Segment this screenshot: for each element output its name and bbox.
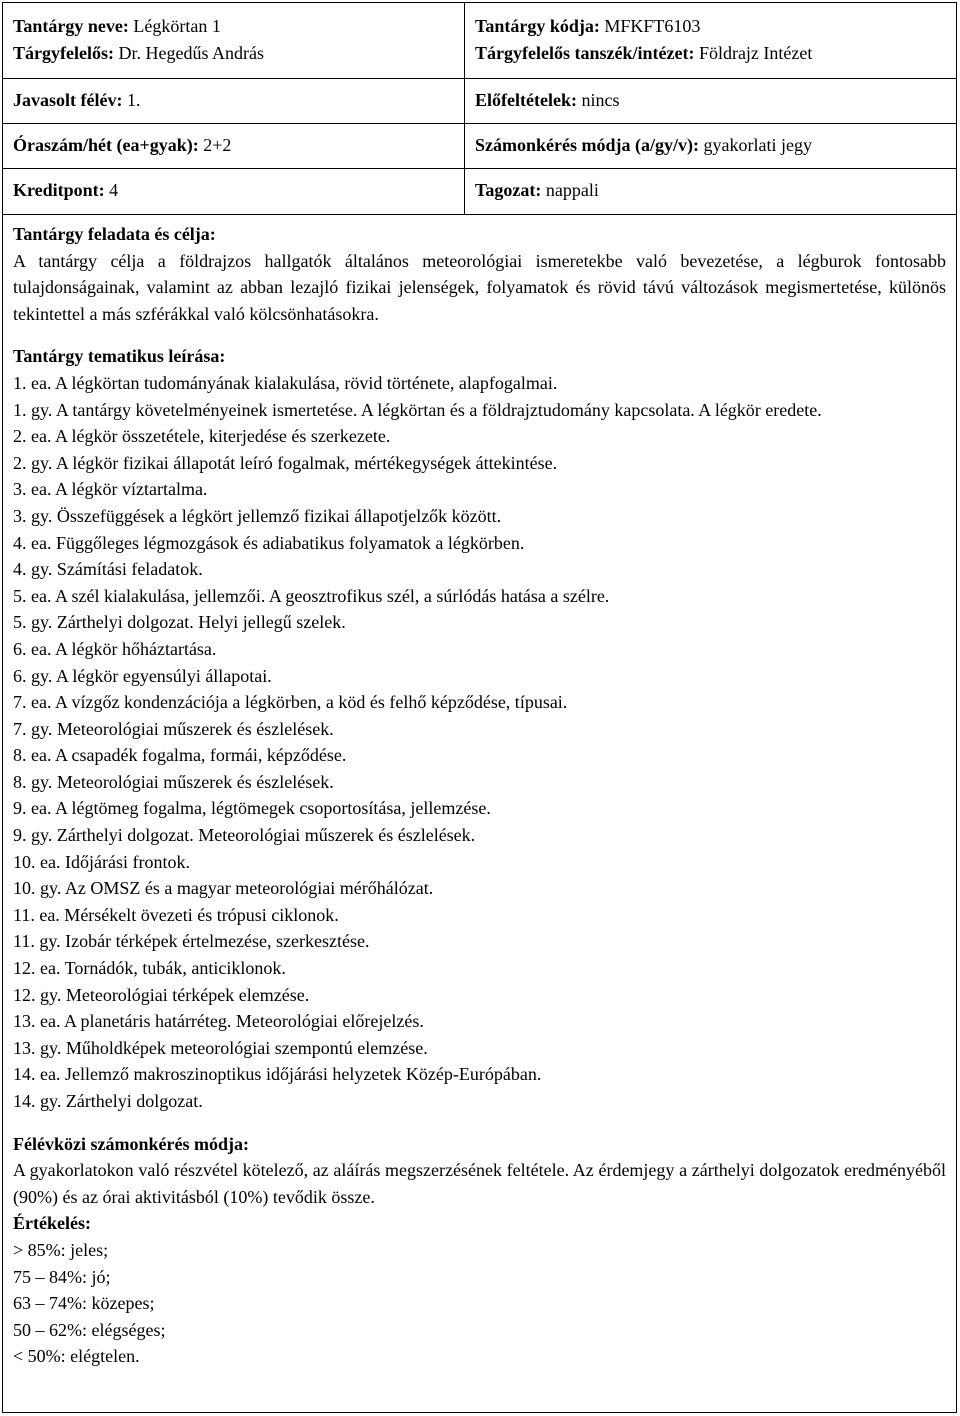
assessment-heading: Félévközi számonkérés módja: — [13, 1133, 249, 1154]
course-code-cell — [465, 3, 956, 79]
prerequisite-label: Előfeltételek: — [475, 90, 577, 110]
grading-heading: Értékelés: — [13, 1213, 91, 1234]
semester-label: Javasolt félév: — [13, 90, 123, 110]
topic-item: 5. ea. A szél kialakulása, jellemzői. A geosztrofikus szél, a súrlódás hatása a szélre. — [13, 585, 610, 606]
topic-item: 4. ea. Függőleges légmozgások és adiabatikus folyamatok a légkörben. — [13, 532, 525, 553]
prerequisite-cell — [465, 79, 956, 124]
credit-label: Kreditpont: — [13, 180, 105, 200]
topic-item: 7. gy. Meteorológiai műszerek és észlelések. — [13, 718, 334, 739]
course-name-label: Tantárgy neve: — [13, 16, 129, 36]
goal-text: A tantárgy célja a földrajzos hallgatók általános meteorológiai ismeretekbe való bevezetése, a légburok fontosabb tulajdonságainak, valamint az abban lezajló fizikai jelenségek, folyamatok és rövid távú változások megismertetése, különös tekintettel a más szférákkal való kölcsönhatásokra. — [13, 250, 946, 324]
credit-cell — [3, 169, 465, 214]
topic-item: 8. gy. Meteorológiai műszerek és észlelések. — [13, 771, 334, 792]
track-value: nappali — [545, 180, 599, 200]
grade-item: < 50%: elégtelen. — [13, 1346, 140, 1367]
hours-value: 2+2 — [203, 135, 232, 155]
department-value: Földrajz Intézet — [698, 42, 813, 63]
track-label: Tagozat: — [475, 180, 542, 200]
track-cell — [465, 169, 956, 214]
grading-list — [13, 1237, 946, 1370]
topic-item: 2. gy. A légkör fizikai állapotát leíró fogalmak, mértékegységek áttekintése. — [13, 452, 558, 473]
grade-item: 75 – 84%: jó; — [13, 1266, 111, 1287]
exam-type-label: Számonkérés módja (a/gy/v): — [475, 135, 699, 155]
course-name-value: Légkörtan 1 — [133, 16, 221, 36]
hours-label: Óraszám/hét (ea+gyak): — [13, 135, 199, 155]
semester-cell — [3, 79, 465, 124]
grade-item: > 85%: jeles; — [13, 1239, 109, 1260]
topic-item: 3. ea. A légkör víztartalma. — [13, 479, 208, 500]
exam-type-cell — [465, 124, 956, 169]
semester-value: 1. — [126, 90, 141, 110]
topic-item: 1. gy. A tantárgy követelményeinek ismertetése. A légkörtan és a földrajztudomány kapcsolata. A légkör eredete. — [13, 399, 822, 420]
topic-item: 13. gy. Műholdképek meteorológiai szempontú elemzése. — [13, 1037, 428, 1058]
topic-item: 6. ea. A légkör hőháztartása. — [13, 638, 217, 659]
course-name-cell — [3, 3, 465, 79]
assessment-text: A gyakorlatokon való részvétel kötelező, az aláírás megszerzésének feltétele. Az érdemjegy a zárthelyi dolgozatok eredményéből (90%) és az órai aktivitásból (10%) tevődik össze. — [13, 1160, 946, 1207]
topic-item: 10. ea. Időjárási frontok. — [13, 851, 190, 872]
topic-item: 14. gy. Zárthelyi dolgozat. — [13, 1091, 203, 1111]
topic-item: 9. gy. Zárthelyi dolgozat. Meteorológiai műszerek és észlelések. — [13, 825, 476, 846]
topic-item: 14. ea. Jellemző makroszinoptikus időjárási helyzetek Közép-Európában. — [13, 1064, 542, 1085]
topic-item: 9. ea. A légtömeg fogalma, légtömegek csoportosítása, jellemzése. — [13, 798, 491, 819]
course-code-value: MFKFT6103 — [604, 16, 701, 36]
topic-item: 6. gy. A légkör egyensúlyi állapotai. — [13, 665, 272, 686]
section-gap — [13, 1115, 946, 1131]
topic-item: 7. ea. A vízgőz kondenzációja a légkörben, a köd és felhő képződése, típusai. — [13, 692, 568, 713]
hours-cell — [3, 124, 465, 169]
grade-item: 50 – 62%: elégséges; — [13, 1319, 166, 1340]
topic-item: 2. ea. A légkör összetétele, kiterjedése és szerkezete. — [13, 426, 391, 447]
owner-label: Tárgyfelelős: — [13, 42, 114, 63]
department-label: Tárgyfelelős tanszék/intézet: — [475, 42, 695, 63]
prerequisite-value: nincs — [581, 90, 620, 110]
topic-item: 8. ea. A csapadék fogalma, formái, képződése. — [13, 745, 347, 766]
topic-item: 11. ea. Mérsékelt övezeti és trópusi ciklonok. — [13, 904, 339, 925]
grade-item: 63 – 74%: közepes; — [13, 1293, 155, 1314]
topic-item: 12. gy. Meteorológiai térképek elemzése. — [13, 984, 310, 1005]
course-code-label: Tantárgy kódja: — [475, 16, 600, 36]
topic-list — [13, 370, 946, 1115]
exam-type-value: gyakorlati jegy — [703, 135, 812, 155]
topic-item: 12. ea. Tornádók, tubák, anticiklonok. — [13, 958, 286, 979]
owner-value: Dr. Hegedűs András — [118, 42, 264, 63]
topic-item: 1. ea. A légkörtan tudományának kialakulása, rövid története, alapfogalmai. — [13, 372, 558, 393]
topic-item: 3. gy. Összefüggések a légkört jellemző fizikai állapotjelzők között. — [13, 505, 502, 526]
syllabus-body — [3, 215, 956, 1370]
topics-heading: Tantárgy tematikus leírása: — [13, 346, 226, 367]
syllabus-frame — [2, 2, 957, 1413]
topic-item: 5. gy. Zárthelyi dolgozat. Helyi jellegű szelek. — [13, 612, 346, 633]
goal-heading: Tantárgy feladata és célja: — [13, 224, 216, 244]
topic-item: 11. gy. Izobár térképek értelmezése, szerkesztése. — [13, 931, 370, 952]
topic-item: 13. ea. A planetáris határréteg. Meteorológiai előrejelzés. — [13, 1011, 424, 1032]
topic-item: 4. gy. Számítási feladatok. — [13, 559, 203, 580]
section-gap — [13, 327, 946, 343]
topic-item: 10. gy. Az OMSZ és a magyar meteorológiai mérőhálózat. — [13, 878, 434, 899]
course-info-table — [3, 3, 956, 215]
credit-value: 4 — [109, 180, 119, 200]
